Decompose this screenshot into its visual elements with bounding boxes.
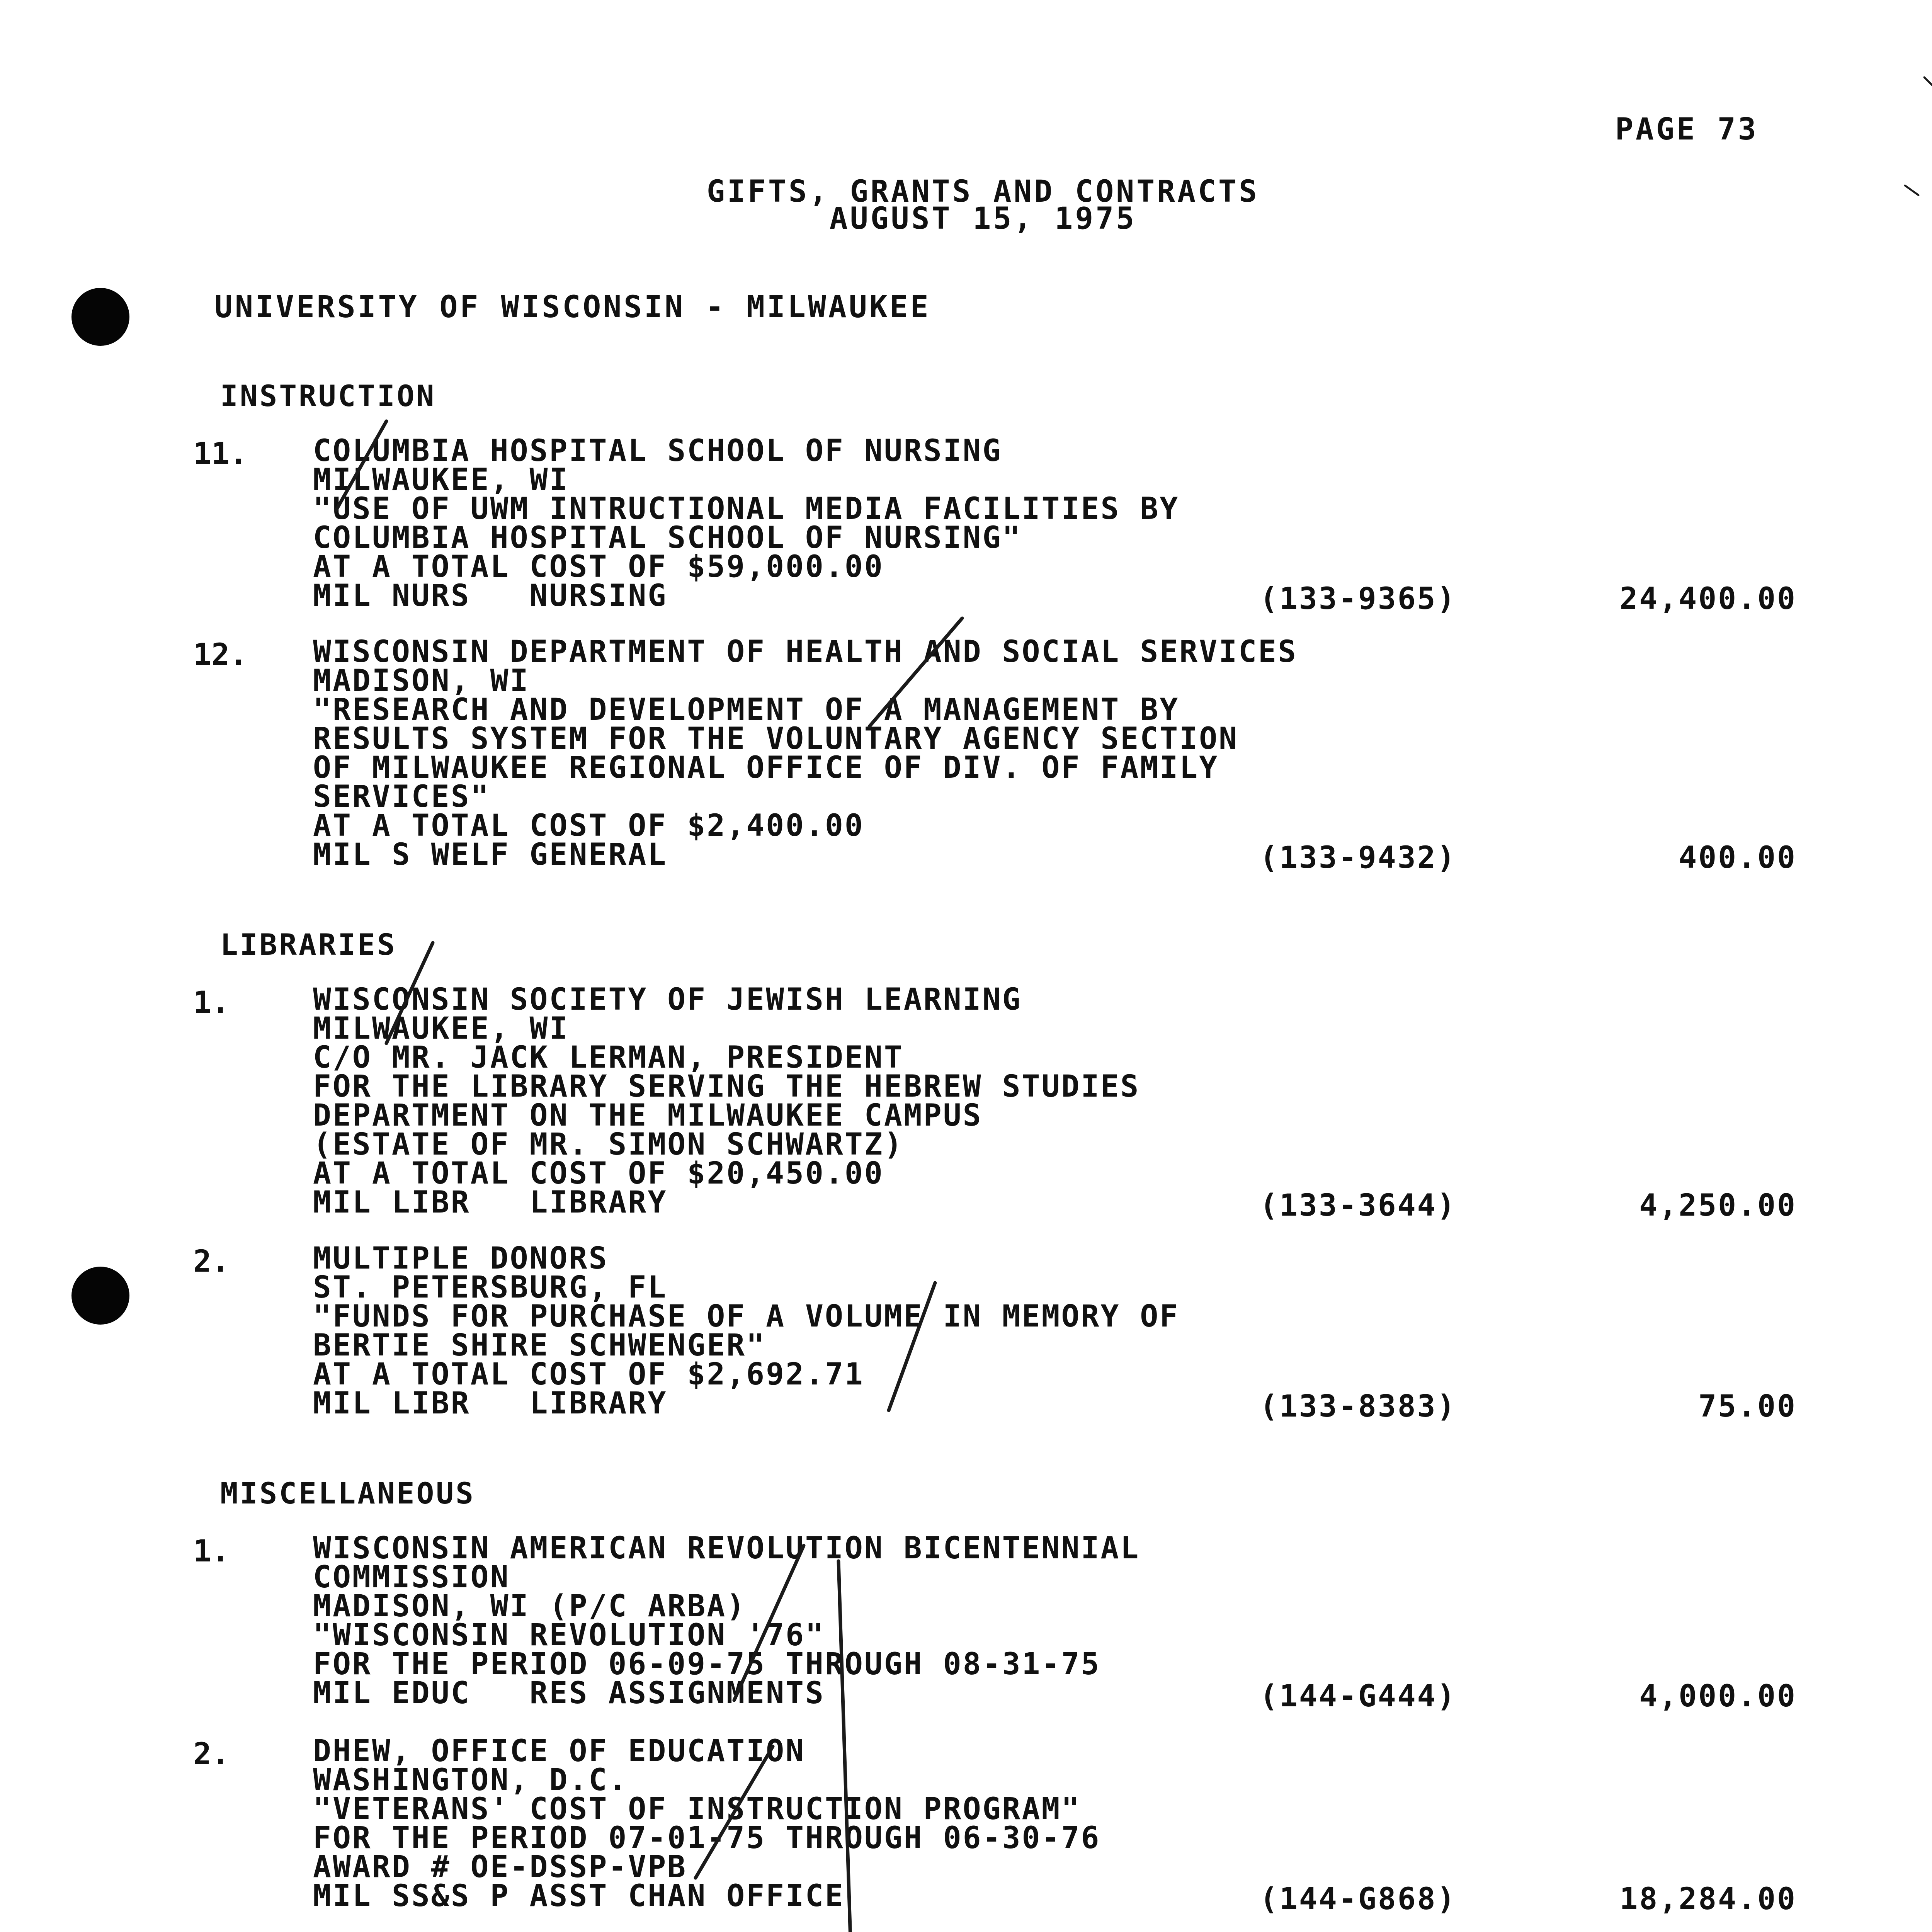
entry-line: C/O MR. JACK LERMAN, PRESIDENT (313, 1040, 904, 1075)
section-heading-miscellaneous: MISCELLANEOUS (220, 1476, 475, 1510)
entry-line: DHEW, OFFICE OF EDUCATION (313, 1734, 805, 1769)
entry-line: MIL SS&S P ASST CHAN OFFICE (313, 1879, 845, 1913)
page-corner-mark (1924, 77, 1932, 85)
vertical-line-mark (838, 1561, 858, 1932)
entry-line: AT A TOTAL COST OF $59,000.00 (313, 549, 884, 584)
account-number: (144-G444) (1260, 1679, 1457, 1714)
entry-line: MIL NURS NURSING (313, 578, 668, 613)
entry-line: RESULTS SYSTEM FOR THE VOLUNTARY AGENCY SECTION (313, 721, 1239, 756)
campus-heading: UNIVERSITY OF WISCONSIN - MILWAUKEE (214, 290, 931, 325)
entry-line: ST. PETERSBURG, FL (313, 1270, 668, 1305)
check-mark-icon (889, 1283, 935, 1410)
entry-line: MILWAUKEE, WI (313, 463, 569, 497)
entry-line: FOR THE LIBRARY SERVING THE HEBREW STUDIES (313, 1069, 1140, 1104)
account-number: (133-9365) (1260, 582, 1457, 616)
entry-number: 11. (193, 437, 248, 471)
account-number: (133-8383) (1260, 1389, 1457, 1424)
entry-line: COLUMBIA HOSPITAL SCHOOL OF NURSING (313, 434, 1002, 468)
entry-line: WISCONSIN DEPARTMENT OF HEALTH AND SOCIAL SERVICES (313, 634, 1298, 669)
entry-line: "RESEARCH AND DEVELOPMENT OF A MANAGEMENT BY (313, 692, 1180, 727)
entry-line: BERTIE SHIRE SCHWENGER" (313, 1328, 766, 1363)
amount: 18,284.00 (1619, 1882, 1797, 1917)
entry-line: AT A TOTAL COST OF $2,692.71 (313, 1357, 864, 1392)
page-number: PAGE 73 (1615, 112, 1759, 147)
entry-line: MIL S WELF GENERAL (313, 837, 668, 872)
entry-line: FOR THE PERIOD 06-09-75 THROUGH 08-31-75 (313, 1647, 1101, 1682)
check-mark-icon (696, 1747, 773, 1878)
entry-line: AWARD # OE-DSSP-VPB (313, 1850, 687, 1884)
amount: 24,400.00 (1619, 582, 1797, 616)
entry-line: "FUNDS FOR PURCHASE OF A VOLUME IN MEMORY OF (313, 1299, 1180, 1334)
entry-line: (ESTATE OF MR. SIMON SCHWARTZ) (313, 1127, 904, 1162)
entry-line: "VETERANS' COST OF INSTRUCTION PROGRAM" (313, 1792, 1081, 1827)
amount: 75.00 (1698, 1389, 1797, 1424)
entry-line: DEPARTMENT ON THE MILWAUKEE CAMPUS (313, 1098, 983, 1133)
entry-line: MADISON, WI (P/C ARBA) (313, 1589, 747, 1624)
entry-line: AT A TOTAL COST OF $20,450.00 (313, 1156, 884, 1191)
account-number: (133-9432) (1260, 840, 1457, 875)
amount: 4,250.00 (1639, 1188, 1797, 1223)
account-number: (133-3644) (1260, 1188, 1457, 1223)
check-mark-icon (734, 1546, 804, 1700)
entry-number: 1. (193, 1534, 230, 1569)
entry-line: MIL LIBR LIBRARY (313, 1386, 668, 1421)
entry-line: COLUMBIA HOSPITAL SCHOOL OF NURSING" (313, 520, 1022, 555)
entry-line: OF MILWAUKEE REGIONAL OFFICE OF DIV. OF FAMILY (313, 750, 1219, 785)
account-number: (144-G868) (1260, 1882, 1457, 1917)
entry-line: WISCONSIN SOCIETY OF JEWISH LEARNING (313, 982, 1022, 1017)
section-heading-libraries: LIBRARIES (220, 927, 397, 962)
entry-line: SERVICES" (313, 779, 490, 814)
check-mark-icon (386, 943, 433, 1043)
entry-number: 12. (193, 638, 248, 672)
entry-line: WASHINGTON, D.C. (313, 1763, 628, 1798)
entry-line: WISCONSIN AMERICAN REVOLUTION BICENTENNIAL (313, 1531, 1140, 1566)
entry-line: "USE OF UWM INTRUCTIONAL MEDIA FACILITIES BY (313, 492, 1180, 526)
entry-line: MILWAUKEE, WI (313, 1011, 569, 1046)
page-edge-mark (1905, 185, 1918, 195)
entry-number: 1. (193, 985, 230, 1020)
entry-number: 2. (193, 1244, 230, 1279)
amount: 400.00 (1679, 840, 1797, 875)
check-mark-icon (869, 618, 962, 726)
entry-line: AT A TOTAL COST OF $2,400.00 (313, 808, 864, 843)
entry-line: FOR THE PERIOD 07-01-75 THROUGH 06-30-76 (313, 1821, 1101, 1855)
document-date: AUGUST 15, 1975 (829, 201, 1137, 236)
amount: 4,000.00 (1639, 1679, 1797, 1714)
entry-number: 2. (193, 1737, 230, 1772)
entry-line: COMMISSION (313, 1560, 510, 1595)
entry-line: MADISON, WI (313, 663, 530, 698)
entry-line: MIL EDUC RES ASSIGNMENTS (313, 1676, 825, 1711)
document-title: GIFTS, GRANTS AND CONTRACTS (707, 174, 1259, 209)
section-heading-instruction: INSTRUCTION (220, 379, 436, 413)
check-mark-icon (336, 421, 386, 510)
entry-line: "WISCONSIN REVOLUTION '76" (313, 1618, 825, 1653)
entry-line: MULTIPLE DONORS (313, 1241, 609, 1276)
entry-line: MIL LIBR LIBRARY (313, 1185, 668, 1220)
